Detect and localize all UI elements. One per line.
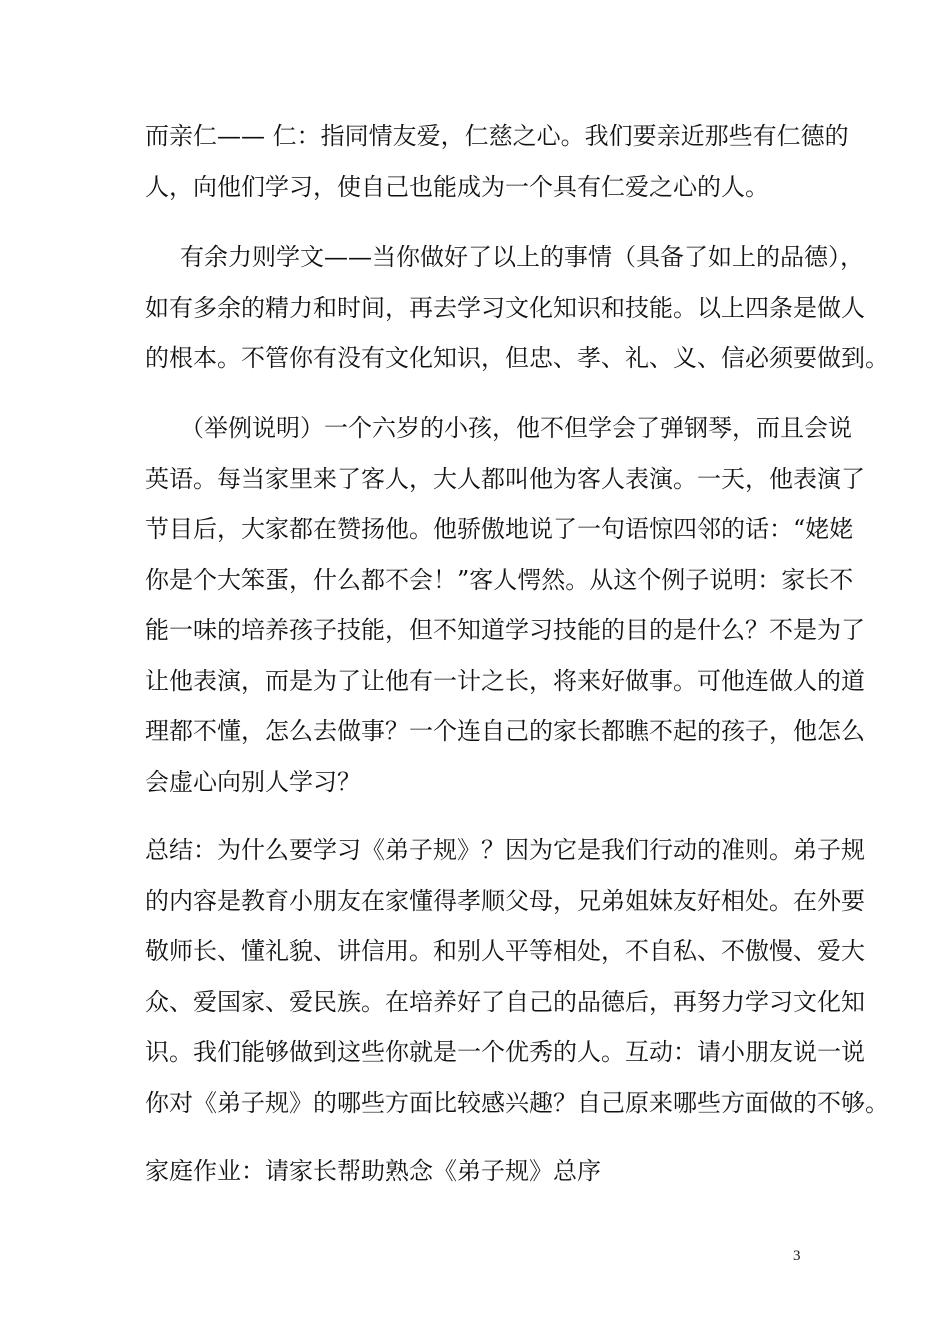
text-line: （举例说明）一个六岁的小孩，他不但学会了弹钢琴，而且会说 (180, 414, 852, 442)
text-line: 的内容是教育小朋友在家懂得孝顺父母，兄弟姐妹友好相处。在外要 (145, 886, 865, 915)
text-line: 你对《弟子规》的哪些方面比较感兴趣？自己原来哪些方面做的不够。 (145, 1088, 889, 1117)
text-line: 让他表演，而是为了让他有一计之长，将来好做事。可他连做人的道 (145, 666, 865, 695)
text-line: 理都不懂，怎么去做事？一个连自己的家长都瞧不起的孩子，他怎么 (145, 717, 865, 745)
paragraph-summary (145, 825, 889, 1128)
text-line: 识。我们能够做到这些你就是一个优秀的人。互动：请小朋友说一说 (145, 1038, 865, 1066)
paragraph-homework (145, 1146, 825, 1197)
text-line: 而亲仁—— 仁：指同情友爱，仁慈之心。我们要亲近那些有仁德的 (145, 122, 849, 150)
text-line: 会虚心向别人学习？ (145, 767, 361, 796)
paragraph-xuewen (145, 232, 889, 384)
paragraph-example (145, 403, 865, 807)
page-number: 3 (793, 1248, 801, 1264)
text-line: 总结：为什么要学习《弟子规》？因为它是我们行动的准则。弟子规 (145, 836, 865, 864)
text-line: 有余力则学文——当你做好了以上的事情（具备了如上的品德）， (180, 243, 864, 271)
text-line: 你是个大笨蛋，什么都不会！”客人愕然。从这个例子说明：家长不 (145, 565, 854, 594)
text-line: 众、爱国家、爱民族。在培养好了自己的品德后，再努力学习文化知 (145, 987, 865, 1016)
text-line: 敬师长、懂礼貌、讲信用。和别人平等相处，不自私、不傲慢、爱大 (145, 937, 865, 965)
text-line: 节目后，大家都在赞扬他。他骄傲地说了一句语惊四邻的话：“姥姥 (145, 515, 854, 543)
text-line: 能一味的培养孩子技能，但不知道学习技能的目的是什么？不是为了 (145, 616, 865, 644)
text-line: 家庭作业：请家长帮助熟念《弟子规》总序 (145, 1157, 601, 1185)
paragraph-qinren (145, 111, 849, 212)
text-line: 的根本。不管你有没有文化知识，但忠、孝、礼、义、信必须要做到。 (145, 344, 889, 372)
text-line: 人，向他们学习，使自己也能成为一个具有仁爱之心的人。 (145, 172, 769, 201)
text-line: 英语。每当家里来了客人，大人都叫他为客人表演。一天，他表演了 (145, 464, 865, 493)
text-line: 如有多余的精力和时间，再去学习文化知识和技能。以上四条是做人 (145, 293, 865, 322)
